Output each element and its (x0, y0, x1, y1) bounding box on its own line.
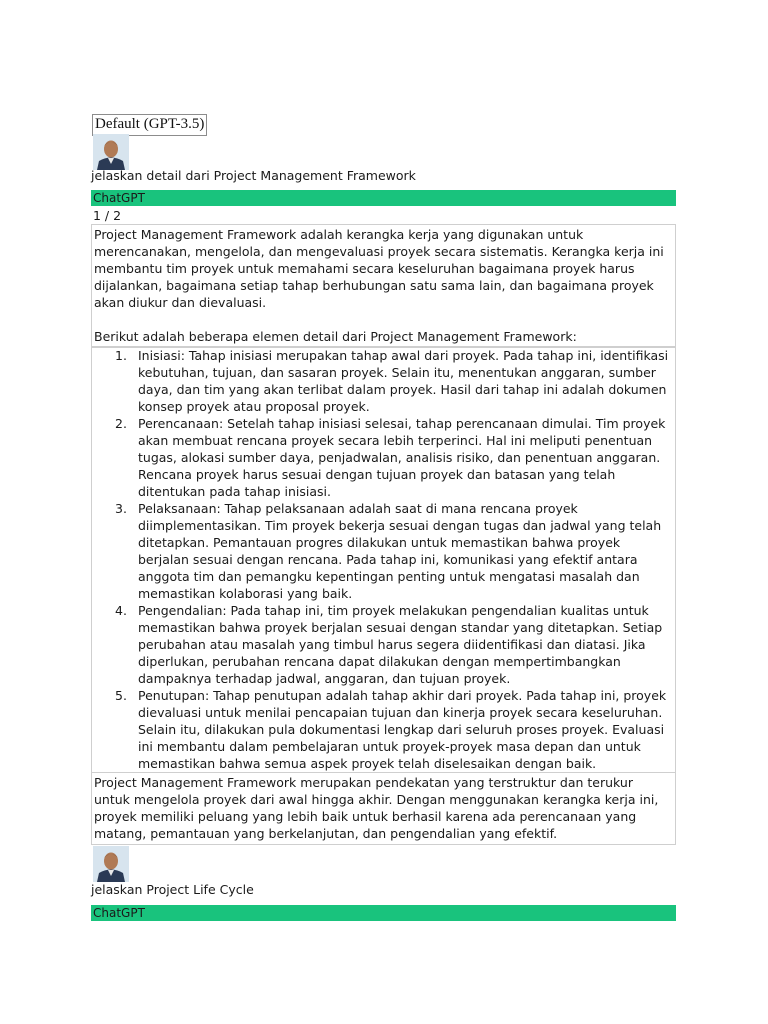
list-item-number: 3. (115, 501, 127, 516)
list-item (92, 687, 671, 772)
list-item-number: 4. (115, 603, 127, 618)
list-item-text: Pengendalian: Pada tahap ini, tim proyek melakukan pengendalian kualitas untuk memastikan bahwa proyek berjalan sesuai dengan standar yang ditetapkan. Setiap perubahan atau masalah yang timbul harus segera diidentifikasi dan diatasi. Jika diperlukan, perubahan rencana dapat dilakukan dengan mempertimbangkan dampaknya terhadap jadwal, anggaran, dan tujuan proyek. (138, 603, 663, 686)
response-list-box (91, 346, 676, 773)
user-avatar-photo (93, 134, 129, 170)
assistant-name: ChatGPT (93, 191, 145, 205)
list-item (92, 500, 671, 602)
list-item-text: Pelaksanaan: Tahap pelaksanaan adalah saat di mana rencana proyek diimplementasikan. Tim proyek bekerja sesuai dengan tugas dan jadwal yang telah ditetapkan. Pemantauan progres dilakukan untuk memastikan bahwa proyek berjalan sesuai dengan rencana. Pada tahap ini, komunikasi yang efektif antara anggota tim dan pemangku kepentingan penting untuk mengatasi masalah dan memastikan kolaborasi yang baik. (138, 501, 662, 601)
response-paragraph: Project Management Framework adalah kerangka kerja yang digunakan untuk merencanakan, mengelola, dan mengevaluasi proyek secara sistematis. Kerangka kerja ini membantu tim proyek untuk memahami secara keseluruhan bagaimana proyek harus dijalankan, bagaimana setiap tahap berhubungan satu sama lain, dan bagaimana proyek akan diukur dan dievaluasi. (94, 227, 664, 310)
response-paragraph: Berikut adalah beberapa elemen detail dari Project Management Framework: (94, 329, 577, 344)
user-avatar (93, 134, 129, 170)
list-item (92, 602, 671, 687)
user-prompt: jelaskan Project Life Cycle (91, 882, 254, 897)
list-item-text: Inisiasi: Tahap inisiasi merupakan tahap awal dari proyek. Pada tahap ini, identifikasi kebutuhan, tujuan, dan sasaran proyek. Selain itu, menentukan anggaran, sumber daya, dan tim yang akan terlibat dalam proyek. Hasil dari tahap ini adalah dokumen konsep proyek atau proposal proyek. (138, 348, 669, 414)
list-item (92, 347, 671, 415)
response-paragraph: Project Management Framework merupakan pendekatan yang terstruktur dan terukur untuk mengelola proyek dari awal hingga akhir. Dengan menggunakan kerangka kerja ini, proyek memiliki peluang yang lebih baik untuk berhasil karena ada perencanaan yang matang, pemantauan yang berkelanjutan, dan pengendalian yang efektif. (94, 775, 659, 841)
framework-element-list (92, 347, 671, 772)
list-item (92, 415, 671, 500)
assistant-header-bar (91, 190, 676, 206)
response-pager[interactable]: 1 / 2 (93, 208, 122, 223)
user-avatar-photo (93, 846, 129, 882)
response-conclusion-box (91, 772, 676, 845)
response-intro-box (91, 224, 676, 348)
assistant-header-bar (91, 905, 676, 921)
user-prompt: jelaskan detail dari Project Management Framework (91, 168, 416, 183)
list-item-text: Perencanaan: Setelah tahap inisiasi selesai, tahap perencanaan dimulai. Tim proyek akan membuat rencana proyek secara lebih terperinci. Hal ini meliputi penentuan tugas, alokasi sumber daya, penjadwalan, analisis risiko, dan penentuan anggaran. Rencana proyek harus sesuai dengan tujuan proyek dan batasan yang telah ditentukan pada tahap inisiasi. (138, 416, 666, 499)
list-item-number: 2. (115, 416, 127, 431)
list-item-text: Penutupan: Tahap penutupan adalah tahap akhir dari proyek. Pada tahap ini, proyek dievaluasi untuk menilai pencapaian tujuan dan kinerja proyek secara keseluruhan. Selain itu, dilakukan pula dokumentasi lengkap dari seluruh proses proyek. Evaluasi ini membantu dalam pembelajaran untuk proyek-proyek masa depan dan untuk memastikan bahwa semua aspek proyek telah diselesaikan dengan baik. (138, 688, 667, 771)
user-avatar (93, 846, 129, 882)
assistant-name: ChatGPT (93, 906, 145, 920)
model-label[interactable]: Default (GPT-3.5) (92, 114, 207, 136)
list-item-number: 5. (115, 688, 127, 703)
list-item-number: 1. (115, 348, 127, 363)
